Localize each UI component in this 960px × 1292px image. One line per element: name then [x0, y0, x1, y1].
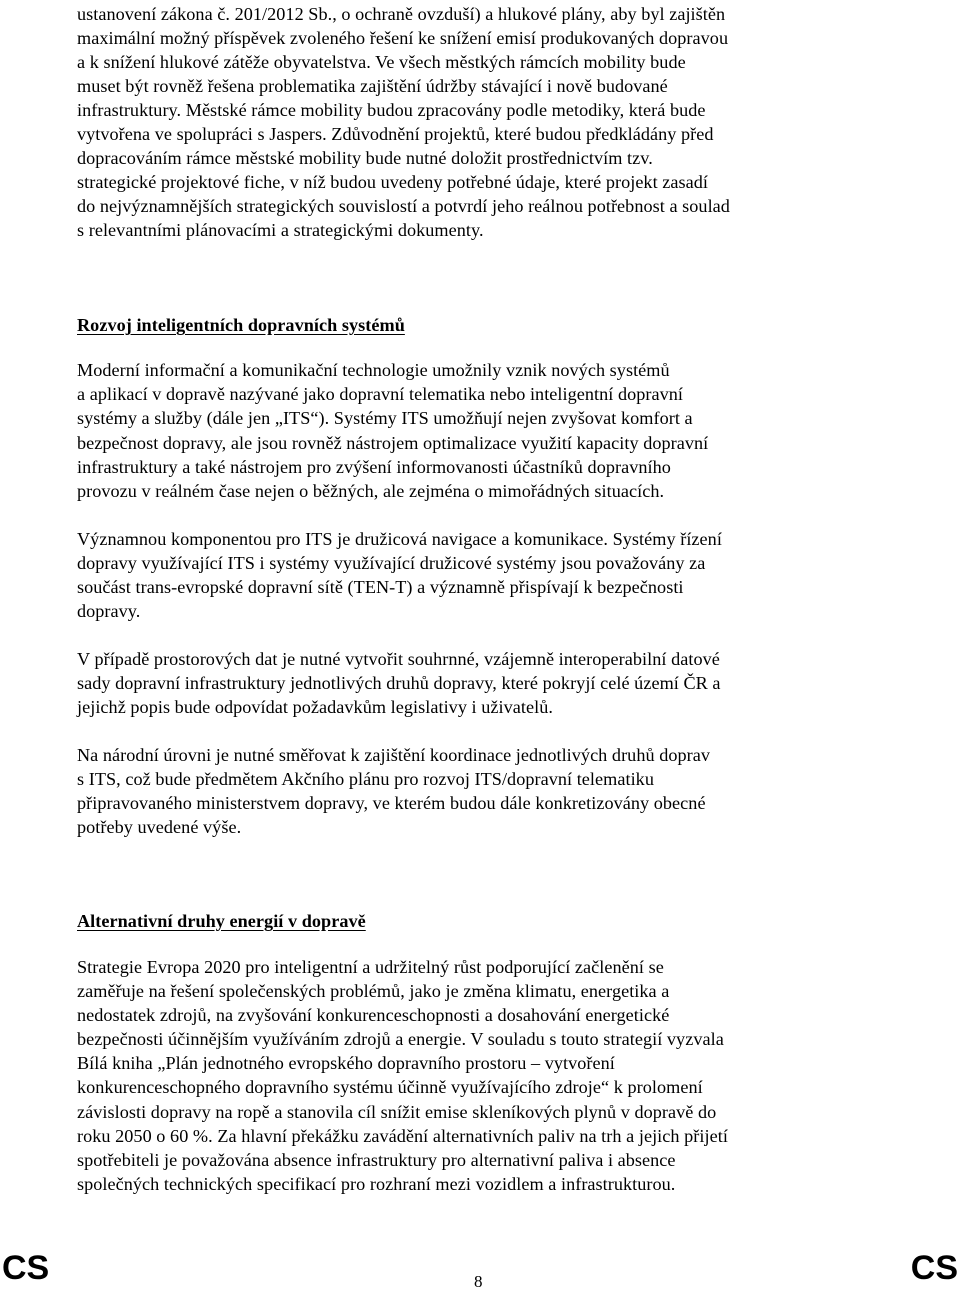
text-line: dopravy. — [77, 601, 141, 621]
text-line: do nejvýznamnějších strategických souvislostí a potvrdí jeho reálnou potřebnost a soulad — [77, 196, 730, 216]
text-line: připravovaného ministerstvem dopravy, ve kterém budou dále konkretizovány obecné — [77, 793, 706, 813]
text-line: maximální možný příspěvek zvoleného řešení ke snížení emisí produkovaných dopravou — [77, 28, 729, 48]
text-line: a k snížení hlukové zátěže obyvatelstva. Ve všech městkých rámcích mobility bude — [77, 52, 686, 72]
text-line: součást trans-evropské dopravní sítě (TEN-T) a významně přispívají k bezpečnosti — [77, 577, 684, 597]
text-line: Bílá kniha „Plán jednotného evropského dopravního prostoru – vytvoření — [77, 1053, 615, 1073]
text-line: infrastruktury a také nástrojem pro zvýšení informovanosti účastníků dopravního — [77, 457, 671, 477]
text-line: závislosti dopravy na ropě a stanovila cíl snížit emise skleníkových plynů v dopravě do — [77, 1102, 717, 1122]
text-line: konkurenceschopného dopravního systému účinně využívajícího zdroje“ k prolomení — [77, 1077, 703, 1097]
text-line: muset být rovněž řešena problematika zajištění údržby stávající i nově budované — [77, 76, 668, 96]
section-heading-its: Rozvoj inteligentních dopravních systémů — [77, 315, 405, 335]
text-line: bezpečnost dopravy, ale jsou rovněž nástrojem optimalizace využití kapacity dopravní — [77, 433, 709, 453]
page-number: 8 — [474, 1272, 483, 1291]
text-line: zaměřuje na řešení společenských problémů, jako je změna klimatu, energetika a — [77, 981, 670, 1001]
text-line: potřeby uvedené výše. — [77, 817, 242, 837]
section-heading-alternative-energy: Alternativní druhy energií v dopravě — [77, 911, 366, 931]
text-line: Významnou komponentou pro ITS je družicová navigace a komunikace. Systémy řízení — [77, 529, 722, 549]
text-line: infrastruktury. Městské rámce mobility budou zpracovány podle metodiky, která bude — [77, 100, 706, 120]
text-line: ustanovení zákona č. 201/2012 Sb., o ochraně ovzduší) a hlukové plány, aby byl zajištěn — [77, 4, 726, 24]
text-line: Moderní informační a komunikační technologie umožnily vznik nových systémů — [77, 360, 670, 380]
text-line: strategické projektové fiche, v níž budou uvedeny potřebné údaje, které projekt zasadí — [77, 172, 709, 192]
text-line: s relevantními plánovacími a strategickými dokumenty. — [77, 220, 484, 240]
text-line: bezpečnosti účinnějším využíváním zdrojů a energie. V souladu s touto strategií vyzvala — [77, 1029, 724, 1049]
text-line: nedostatek zdrojů, na zvyšování konkurenceschopnosti a dosahování energetické — [77, 1005, 670, 1025]
text-line: roku 2050 o 60 %. Za hlavní překážku zavádění alternativních paliv na trh a jejich přijetí — [77, 1126, 728, 1146]
text-line: sady dopravní infrastruktury jednotlivých druhů dopravy, které pokryjí celé území ČR a — [77, 673, 721, 693]
text-line: Na národní úrovni je nutné směřovat k zajištění koordinace jednotlivých druhů doprav — [77, 745, 711, 765]
text-line: provozu v reálném čase nejen o běžných, ale zejména o mimořádných situacích. — [77, 481, 665, 501]
text-line: spotřebiteli je považována absence infrastruktury pro alternativní paliva i absence — [77, 1150, 676, 1170]
text-line: s ITS, což bude předmětem Akčního plánu pro rozvoj ITS/dopravní telematiku — [77, 769, 654, 789]
footer-language-code-left: CS — [2, 1249, 50, 1287]
text-line: a aplikací v dopravě nazývané jako dopravní telematika nebo inteligentní dopravní — [77, 384, 684, 404]
text-line: V případě prostorových dat je nutné vytvořit souhrnné, vzájemně interoperabilní datové — [77, 649, 720, 669]
footer-language-code-right: CS — [910, 1249, 958, 1287]
text-line: vytvořena ve spolupráci s Jaspers. Zdůvodnění projektů, které budou předkládány před — [77, 124, 714, 144]
text-line: dopracováním rámce městské mobility bude nutné doložit prostřednictvím tzv. — [77, 148, 653, 168]
text-line: jejichž popis bude odpovídat požadavkům legislativy i uživatelů. — [77, 697, 553, 717]
text-line: společných technických specifikací pro rozhraní mezi vozidlem a infrastrukturou. — [77, 1174, 676, 1194]
text-line: systémy a služby (dále jen „ITS“). Systémy ITS umožňují nejen zvyšovat komfort a — [77, 408, 693, 428]
text-line: Strategie Evropa 2020 pro inteligentní a udržitelný růst podporující začlenění se — [77, 957, 664, 977]
text-line: dopravy využívající ITS i systémy využívající družicové systémy jsou považovány za — [77, 553, 706, 573]
